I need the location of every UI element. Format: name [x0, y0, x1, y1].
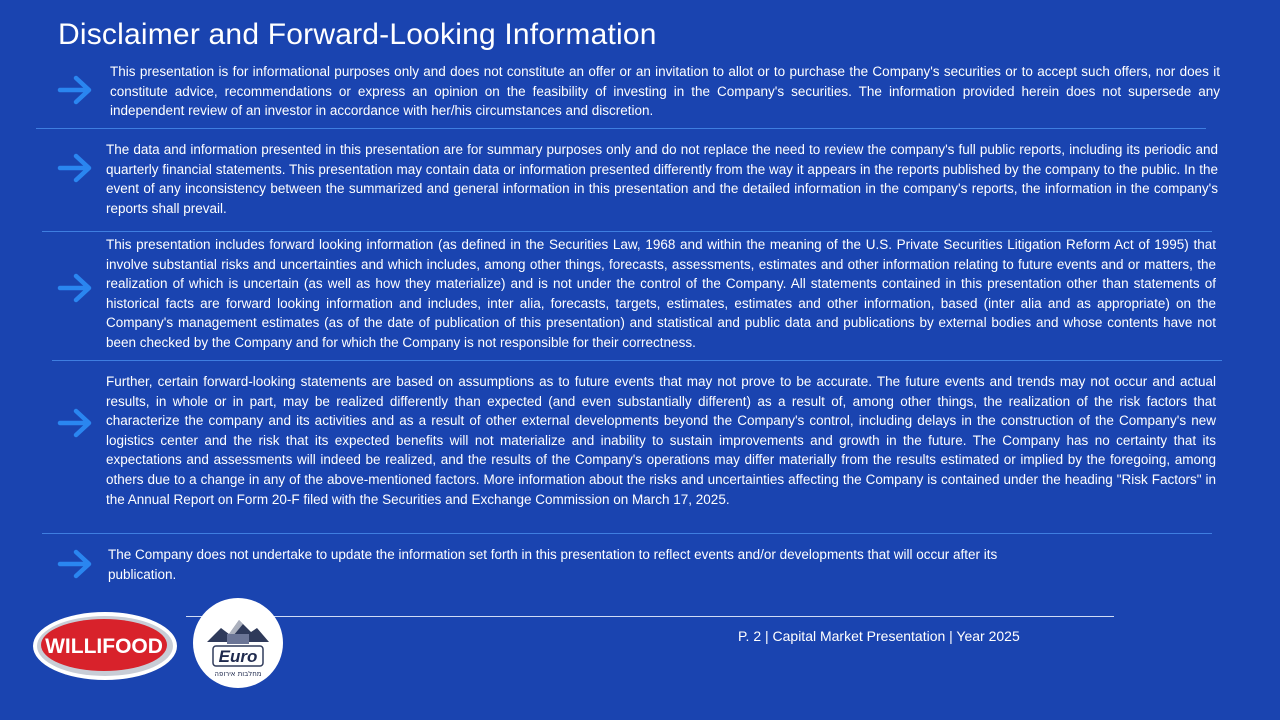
euro-logo [193, 598, 283, 688]
disclaimer-paragraph-1: This presentation is for informational purposes only and does not constitute an offer or an invitation to allot or to purchase the Company's securities or to accept such offers, nor does it constitute advice, recommendations or express an opinion on the feasibility of investing in the Company's securities. The information provided herein does not supersede any independent review of an investor in accordance with her/his circumstances and discretion. [110, 64, 1220, 119]
footer-divider [186, 616, 1114, 617]
arrow-right-icon [56, 148, 96, 188]
separator-line [42, 231, 1212, 232]
willifood-logo [30, 608, 182, 688]
separator-line [36, 128, 1206, 129]
disclaimer-paragraph-2: The data and information presented in this presentation are for summary purposes only and do not replace the need to review the company's full public reports, including its periodic and quarterly financial statements. This presentation may contain data or information presented differently from the way it appears in the reports published by the company to the public. In the event of any inconsistency between the summarized and general information in this presentation and the detailed information in the company's reports, the information in the company's reports shall prevail. [106, 142, 1218, 216]
page-title: Disclaimer and Forward-Looking Information [58, 18, 657, 51]
arrow-right-icon [56, 70, 96, 110]
separator-line [52, 360, 1222, 361]
disclaimer-paragraph-4: Further, certain forward-looking statements are based on assumptions as to future events that may not prove to be accurate. The future events and trends may not occur and actual results, in whole or in part, may be realized differently than expected (and even substantially different) as a result of, among other things, the realization of the risk factors that characterize the company and its activities and as a result of other external developments beyond the Company's control, including delays in the construction of the Company's new logistics center and the risk that its expected benefits will not materialize and inability to sustain improvements and growth in the future. The Company has no certainty that its expectations and assessments will indeed be realized, and the results of the Company's operations may differ materially from the results estimated or implied by the foregoing, among others due to a change in any of the above-mentioned factors. More information about the risks and uncertainties affecting the Company is contained under the heading "Risk Factors" in the Annual Report on Form 20-F filed with the Securities and Exchange Commission on March 17, 2025. [106, 374, 1216, 507]
footer-page-info: P. 2 | Capital Market Presentation | Year 2025 [738, 628, 1020, 644]
euro-logo-text: Euro [218, 647, 258, 666]
separator-line [42, 533, 1212, 534]
euro-logo-subtext: מחלבות אירופה [214, 670, 262, 678]
arrow-right-icon [56, 544, 96, 584]
willifood-logo-text: WILLIFOOD [45, 635, 163, 658]
arrow-right-icon [56, 403, 96, 443]
disclaimer-paragraph-3: This presentation includes forward looking information (as defined in the Securities Law, 1968 and within the meaning of the U.S. Private Securities Litigation Reform Act of 1995) that involve substantial risks and uncertainties and which includes, among other things, forecasts, assessments, estimates and other information relating to future events and or matters, the realization of which is uncertain (as well as how they materialize) and is not under the control of the Company. All statements contained in this presentation other than statements of historical facts are forward looking information and includes, inter alia, forecasts, targets, estimates, estimates and other information, based (inter alia and as appropriate) on the Company's management estimates (as of the date of publication of this presentation) and statistical and public data and publications by external bodies and whose contents have not been checked by the Company and for which the Company is not responsible for their correctness. [106, 237, 1216, 350]
disclaimer-paragraph-5: The Company does not undertake to update the information set forth in this presentation to reflect events and/or developments that will occur after its publication. [108, 547, 998, 582]
arrow-right-icon [56, 268, 96, 308]
